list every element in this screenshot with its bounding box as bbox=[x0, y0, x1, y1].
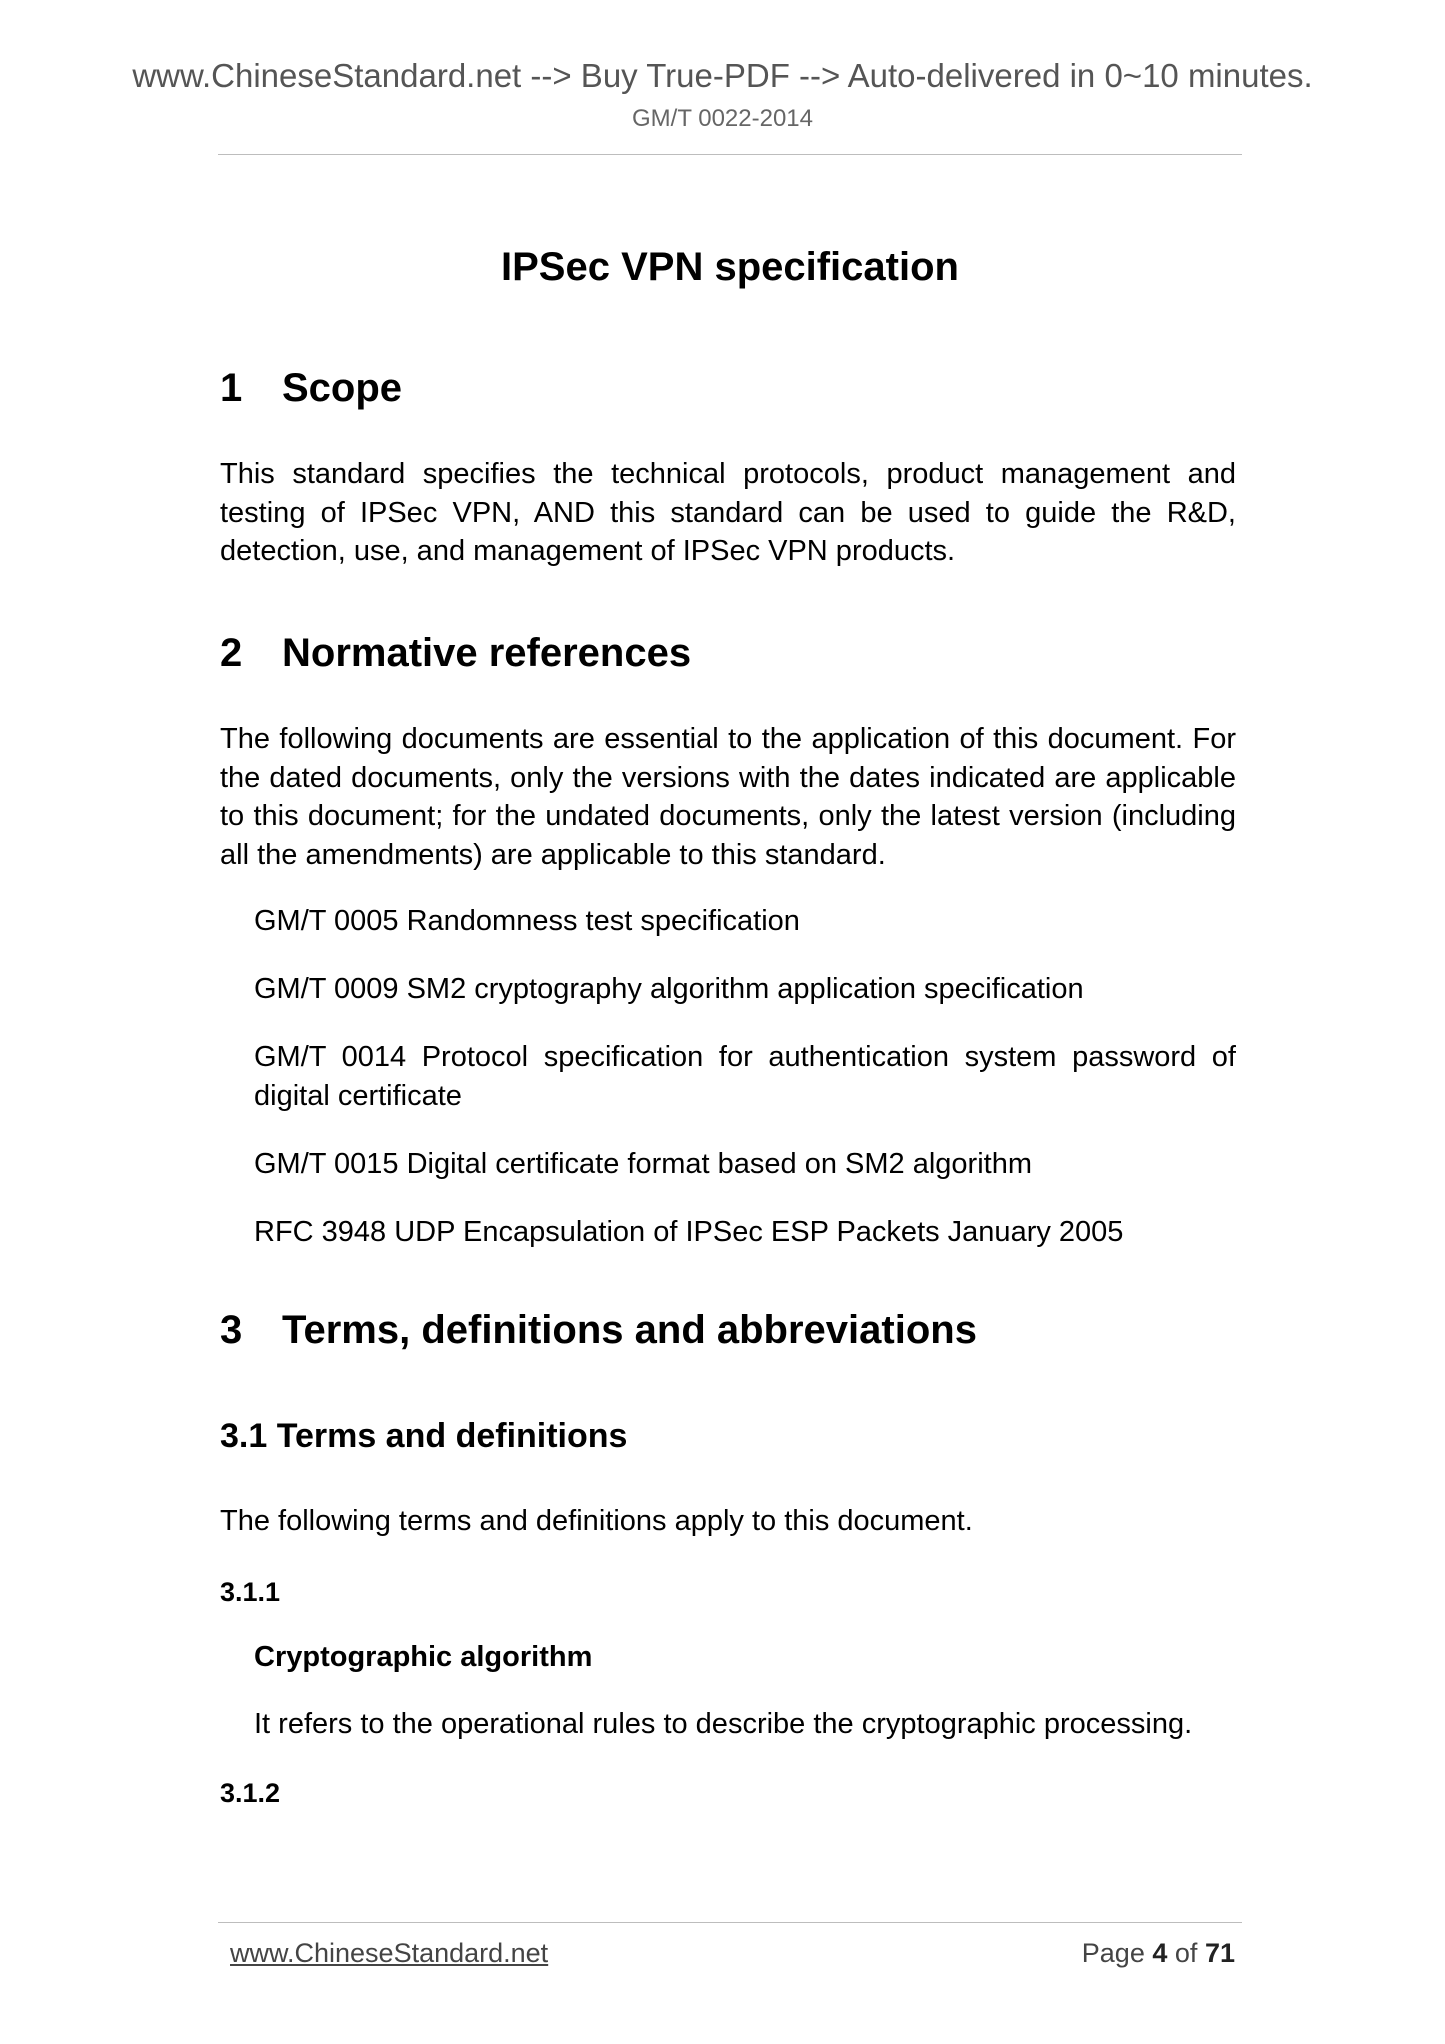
term-name: Cryptographic algorithm bbox=[254, 1641, 593, 1673]
header-divider bbox=[218, 154, 1242, 155]
page-current: 4 bbox=[1152, 1938, 1168, 1968]
clause-number: 3.1.1 bbox=[220, 1577, 281, 1607]
page-label: Page bbox=[1081, 1938, 1145, 1968]
terms-intro: The following terms and definitions apply to this document. bbox=[220, 1505, 973, 1537]
section-2-heading bbox=[220, 628, 691, 678]
scope-paragraph: This standard specifies the technical protocols, product management and testing of IPSec VPN, AND this standard can be used to guide the R&D, detection, use, and management of IPSec VPN products. bbox=[220, 458, 1236, 567]
purchase-banner[interactable]: www.ChineseStandard.net --> Buy True-PDF --> Auto-delivered in 0~10 minutes. bbox=[132, 57, 1313, 94]
reference-item: GM/T 0009 SM2 cryptography algorithm application specification bbox=[254, 973, 1084, 1005]
document-title: IPSec VPN specification bbox=[501, 245, 959, 289]
reference-item: GM/T 0014 Protocol specification for authentication system password of digital certificate bbox=[254, 1041, 1236, 1112]
reference-item: GM/T 0015 Digital certificate format based on SM2 algorithm bbox=[254, 1148, 1032, 1180]
page-total: 71 bbox=[1204, 1938, 1235, 1968]
normative-references-paragraph: The following documents are essential to the application of this document. For the dated documents, only the versions with the dates indicated are applicable to this document; for the undated documents, only the latest version (including all the amendments) are applicable to this standard. bbox=[220, 723, 1236, 871]
page-of: of bbox=[1174, 1938, 1198, 1968]
section-number: 3 bbox=[220, 1308, 243, 1352]
clause-number: 3.1.2 bbox=[220, 1778, 281, 1808]
reference-item: GM/T 0005 Randomness test specification bbox=[254, 905, 800, 937]
reference-item: RFC 3948 UDP Encapsulation of IPSec ESP Packets January 2005 bbox=[254, 1216, 1124, 1248]
standard-code: GM/T 0022-2014 bbox=[632, 105, 813, 132]
section-title: Scope bbox=[282, 366, 403, 410]
section-title: Normative references bbox=[282, 631, 692, 675]
section-number: 1 bbox=[220, 366, 243, 410]
section-number: 2 bbox=[220, 631, 243, 675]
term-definition: It refers to the operational rules to describe the cryptographic processing. bbox=[254, 1708, 1193, 1740]
footer-divider bbox=[218, 1922, 1242, 1923]
footer-site-link[interactable]: www.ChineseStandard.net bbox=[230, 1938, 549, 1968]
section-1-heading bbox=[220, 363, 402, 413]
section-3-heading bbox=[220, 1305, 977, 1355]
subsection-heading: 3.1 Terms and definitions bbox=[220, 1417, 628, 1455]
section-title: Terms, definitions and abbreviations bbox=[282, 1308, 977, 1352]
page-number bbox=[1082, 1936, 1235, 1970]
